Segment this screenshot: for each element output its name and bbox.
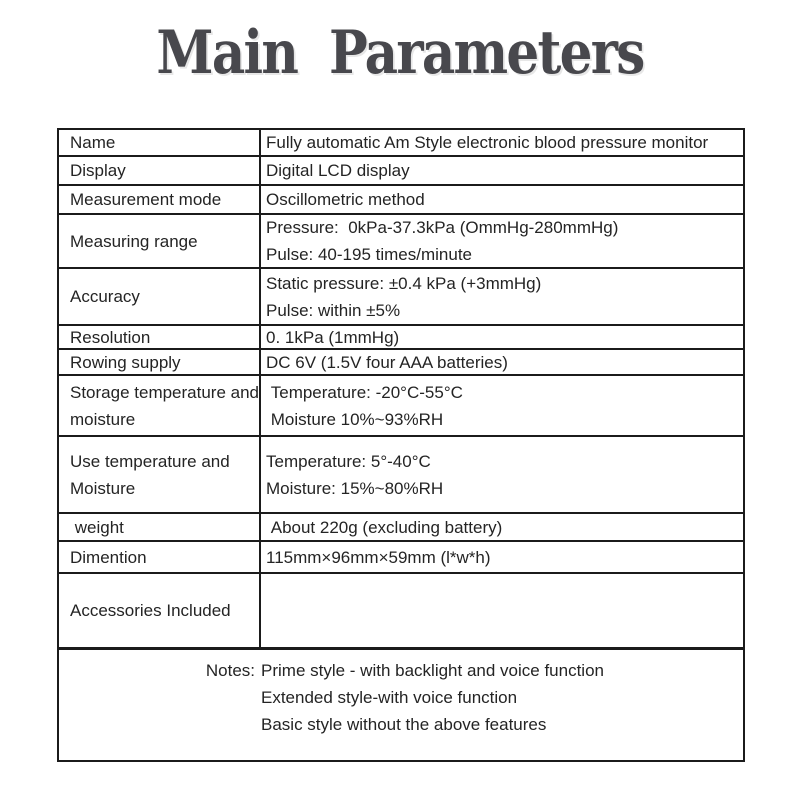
- row-label-cell: [59, 326, 261, 348]
- row-value: Oscillometric method: [266, 190, 425, 209]
- note-line: Prime style - with backlight and voice function: [261, 661, 604, 680]
- row-label-cell: [59, 376, 261, 435]
- row-label-cell: [59, 350, 261, 374]
- row-label-cell: [59, 437, 261, 512]
- row-label: Display: [70, 161, 126, 180]
- row-value: Temperature: -20°C-55°C: [266, 382, 463, 402]
- row-value-cell: [261, 574, 743, 647]
- note-line: Extended style-with voice function: [261, 688, 518, 707]
- row-label-cell: [59, 574, 261, 647]
- row-label: Accuracy: [70, 287, 140, 306]
- note-line: Basic style without the above features: [261, 715, 547, 734]
- row-value-cell: [261, 215, 743, 267]
- row-value: Temperature: 5°-40°C: [266, 451, 431, 471]
- row-label: Resolution: [70, 327, 151, 347]
- notes-label: Notes:: [205, 661, 255, 680]
- row-value: Moisture: 15%~80%RH: [266, 478, 444, 498]
- table-row-rowing-supply: [59, 348, 743, 374]
- row-label-cell: [59, 130, 261, 155]
- row-value: Pulse: within ±5%: [266, 300, 401, 320]
- table-row-display: [59, 155, 743, 184]
- row-value-cell: [261, 157, 743, 184]
- row-value: DC 6V (1.5V four AAA batteries): [266, 352, 508, 372]
- row-label-cell: [59, 215, 261, 267]
- row-value: Digital LCD display: [266, 161, 410, 180]
- row-label-cell: [59, 269, 261, 324]
- table-row-resolution: [59, 324, 743, 348]
- page-title: Main Parameters: [156, 18, 644, 88]
- row-value-cell: [261, 130, 743, 155]
- row-label: Rowing supply: [70, 352, 181, 372]
- row-label-cell: [59, 542, 261, 572]
- row-value-cell: [261, 186, 743, 213]
- notes-lines: [261, 657, 743, 738]
- row-value: 0. 1kPa (1mmHg): [266, 327, 400, 347]
- table-row-dimention: [59, 540, 743, 572]
- row-value-cell: [261, 350, 743, 374]
- table-row-name: [59, 130, 743, 155]
- row-label: Accessories Included: [70, 601, 231, 620]
- table-row-measurement-mode: [59, 184, 743, 213]
- row-label: Name: [70, 133, 116, 152]
- row-label-cell: [59, 157, 261, 184]
- row-label: Moisture: [70, 478, 136, 498]
- parameters-table: [57, 128, 745, 762]
- row-value-cell: [261, 514, 743, 540]
- table-row-storage-temperature: [59, 374, 743, 435]
- row-value: Pulse: 40-195 times/minute: [266, 245, 472, 264]
- notes-row: [59, 647, 743, 760]
- table-row-use-temperature: [59, 435, 743, 512]
- row-value-cell: [261, 269, 743, 324]
- row-value-cell: [261, 542, 743, 572]
- row-value: 115mm×96mm×59mm (l*w*h): [266, 547, 491, 567]
- table-row-accuracy: [59, 267, 743, 324]
- row-value: Fully automatic Am Style electronic blood pressure monitor: [266, 133, 709, 152]
- row-value: Pressure: 0kPa-37.3kPa (OmmHg-280mmHg): [266, 218, 619, 237]
- row-label: moisture: [70, 409, 136, 429]
- row-label: weight: [70, 517, 124, 537]
- row-label: Measurement mode: [70, 190, 222, 209]
- row-value-cell: [261, 437, 743, 512]
- table-row-accessories: [59, 572, 743, 647]
- row-label-cell: [59, 186, 261, 213]
- row-value: Moisture 10%~93%RH: [266, 409, 444, 429]
- row-label-cell: [59, 514, 261, 540]
- row-label: Storage temperature and: [70, 382, 260, 402]
- row-value: About 220g (excluding battery): [266, 517, 503, 537]
- table-row-measuring-range: [59, 213, 743, 267]
- row-label: Use temperature and: [70, 451, 230, 471]
- row-value-cell: [261, 376, 743, 435]
- row-value: Static pressure: ±0.4 kPa (+3mmHg): [266, 273, 542, 293]
- row-label: Measuring range: [70, 231, 198, 251]
- row-value-cell: [261, 326, 743, 348]
- table-row-weight: [59, 512, 743, 540]
- row-label: Dimention: [70, 547, 147, 567]
